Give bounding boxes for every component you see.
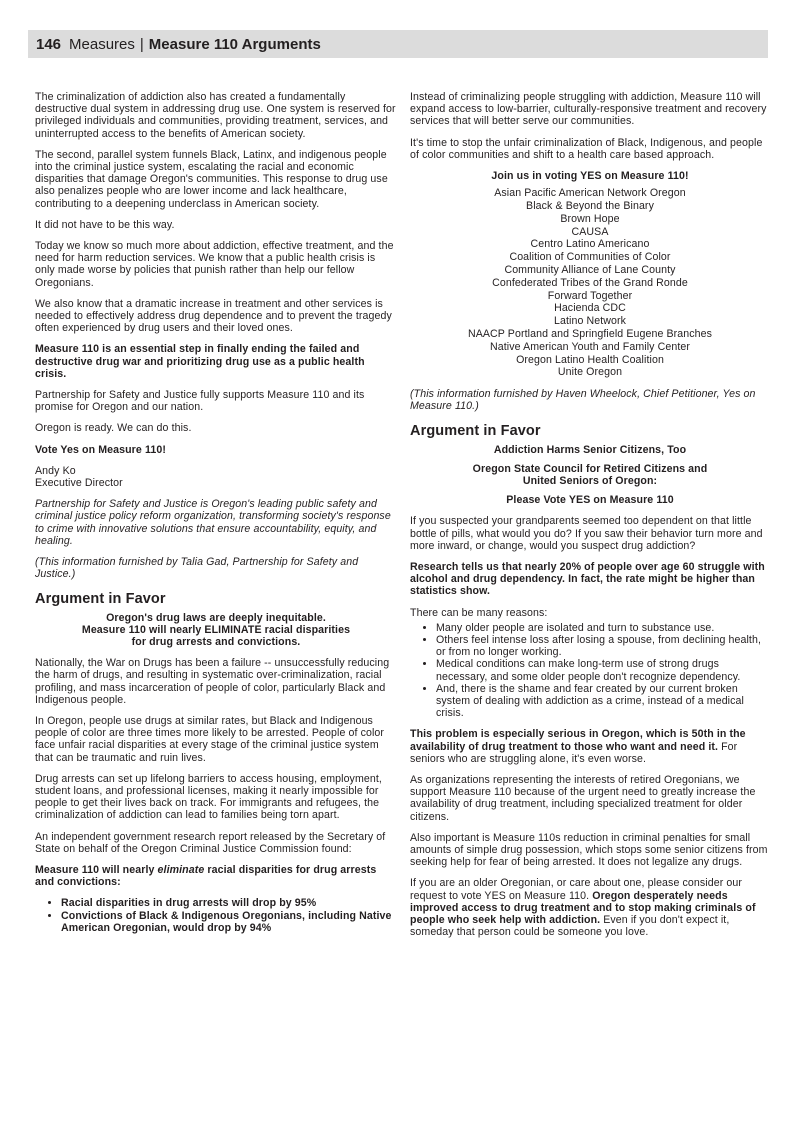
paragraph: Oregon is ready. We can do this. [35, 422, 192, 435]
argument-subheading [410, 463, 770, 487]
paragraph: It did not have to be this way. [35, 218, 175, 231]
list-item: • Medical conditions can make long-term use of strong drugs necessary, and some older people don't recognize dependency. [436, 658, 770, 682]
subheading-line: for drug arrests and convictions. [131, 635, 301, 648]
subheading-line: Oregon's drug laws are deeply inequitable. [106, 611, 326, 624]
supporter-item: Black & Beyond the Binary [526, 200, 654, 213]
text-run-emphasis: eliminate [157, 863, 205, 876]
bold-paragraph: Research tells us that nearly 20% of people over age 60 struggle with alcohol and drug dependency. In fact, the rate might be higher than statistics show. [410, 561, 765, 598]
subheading-line: United Seniors of Oregon: [522, 474, 658, 487]
page-number: 146 [36, 35, 62, 53]
supporter-item: NAACP Portland and Springfield Eugene Branches [467, 327, 713, 340]
argument-heading: Argument in Favor [35, 590, 166, 607]
signer-title: Executive Director [35, 477, 123, 490]
supporter-item: Unite Oregon [557, 366, 623, 379]
paragraph: Also important is Measure 110s reduction in criminal penalties for small amounts of simple drug possession, which stops some senior citizens from seeking help for fear of being arrested. It does not legalize any drugs. [410, 831, 768, 869]
list-item: • Others feel intense loss after losing a spouse, from declining health, or from no longer working. [436, 634, 770, 658]
paragraph: As organizations representing the interests of retired Oregonians, we support Measure 110 because of the urgent need to greatly increase the availability of drug treatment, including specialized treatment for older citizens. [410, 774, 756, 823]
list-item: • And, there is the shame and fear created by our current broken system of dealing with addiction as a crime, instead of a medical crisis. [436, 683, 770, 720]
list-item: • Many older people are isolated and turn to substance use. [436, 622, 770, 634]
paragraph: Today we know so much more about addiction, effective treatment, and the need for harm reduction services. We know that a public health crisis is only made worse by policies that punish rather than help our fellow Oregonians. [35, 240, 394, 289]
findings-list [35, 897, 397, 934]
paragraph: Nationally, the War on Drugs has been a failure -- unsuccessfully reducing the harm of drugs, and resulting in systematic over-criminalization, racial profiling, and mass incarceration of people of color, particularly Black and Indigenous people. [35, 657, 390, 706]
supporter-item: Coalition of Communities of Color [509, 251, 671, 264]
reasons-list [410, 622, 770, 720]
supporter-item: CAUSA [571, 225, 609, 238]
paragraph: An independent government research report released by the Secretary of State on behalf of the Oregon Criminal Justice Commission found: [35, 830, 386, 855]
page-title: Measure 110 Arguments [148, 35, 321, 53]
argument-subheading [35, 612, 397, 649]
left-column [35, 91, 397, 943]
paragraph: In Oregon, people use drugs at similar rates, but Black and Indigenous people of color are three times more likely to be arrested. People of color face unfair racial disparities at every stage of the criminal justice system that can be traumatic and ruin lives. [35, 714, 385, 764]
argument-subheading: Addiction Harms Senior Citizens, Too [493, 443, 687, 456]
paragraph: If you suspected your grandparents seemed too dependent on that little bottle of pills, what would you do? If you saw their behavior turn more and more inward, or change, would you suspect drug addiction? [410, 515, 763, 552]
supporters-list [410, 187, 770, 379]
header-separator: | [139, 35, 144, 53]
paragraph: The second, parallel system funnels Black, Latinx, and indigenous people into the criminal justice system, escalating the racial and economic disparities that damage Oregon's communities. This response to drug use also penalizes people who are lower income and lack healthcare, contributing to a deepening underclass in American society. [35, 148, 388, 210]
supporter-item: Oregon Latino Health Coalition [516, 353, 664, 366]
supporter-item: Community Alliance of Lane County [504, 264, 676, 276]
list-item: • Convictions of Black & Indigenous Oregonians, including Native American Oregonian, would drop by 94% [61, 910, 397, 934]
supporter-item: Latino Network [553, 315, 627, 328]
paragraph: We also know that a dramatic increase in treatment and other services is needed to effectively address drug dependence and to prevent the tragedy often experienced by drug users and their loved ones. [35, 297, 392, 335]
bold-paragraph: Measure 110 is an essential step in finally ending the failed and destructive drug war and prioritizing drug use as a public health crisis. [35, 343, 365, 380]
supporter-item: Forward Together [547, 289, 633, 302]
text-run: Even if you don't expect it, someday that person could be someone you love. [410, 914, 730, 939]
vote-yes-line: Vote Yes on Measure 110! [35, 443, 166, 456]
signer-name: Andy Ko [35, 464, 76, 477]
list-item: • Racial disparities in drug arrests will drop by 95% [61, 897, 397, 909]
supporter-item: Confederated Tribes of the Grand Ronde [492, 276, 688, 289]
furnished-by: (This information furnished by Talia Gad, Partnership for Safety and Justice.) [35, 556, 359, 581]
supporter-item: Hacienda CDC [554, 302, 626, 315]
supporter-item: Brown Hope [560, 212, 620, 225]
page-header [28, 30, 768, 58]
section-label: Measures [69, 35, 135, 53]
paragraph: It's time to stop the unfair criminalization of Black, Indigenous, and people of color communities and shift to a health care based approach. [410, 136, 763, 161]
text-run-bold: Oregon desperately needs improved access to drug treatment and to stop making criminals of people who seek help with addiction. [410, 889, 756, 927]
argument-subheading: Please Vote YES on Measure 110 [506, 494, 674, 507]
subheading-line: Oregon State Council for Retired Citizens and [472, 462, 708, 475]
furnished-by: (This information furnished by Haven Wheelock, Chief Petitioner, Yes on Measure 110.) [410, 388, 756, 413]
text-run: racial disparities for drug arrests and convictions: [35, 863, 377, 889]
paragraph [410, 877, 770, 938]
right-column [410, 91, 770, 947]
paragraph: There can be many reasons: [410, 606, 548, 619]
supporter-item: Centro Latino Americano [530, 238, 650, 251]
paragraph [410, 728, 770, 765]
join-us-line: Join us in voting YES on Measure 110! [491, 170, 689, 183]
text-run-bold: This problem is especially serious in Oregon, which is 50th in the availability of drug treatment to those who want and need it. [410, 728, 746, 753]
supporter-item: Native American Youth and Family Center [490, 340, 690, 353]
paragraph: The criminalization of addiction also has created a fundamentally destructive dual system in addressing drug use. One system is reserved for privileged individuals and communities, providing treatment, services, and uninterrupted access to the benefits of American society. [35, 91, 396, 140]
paragraph: Instead of criminalizing people struggling with addiction, Measure 110 will expand access to low-barrier, culturally-responsive treatment and recovery services that will better serve our communities. [410, 91, 767, 128]
subheading-line: Measure 110 will nearly ELIMINATE racial disparities [81, 623, 351, 636]
text-run: For seniors who are struggling alone, it's even worse. [410, 740, 738, 765]
finding-lead [35, 864, 397, 888]
paragraph: Partnership for Safety and Justice fully supports Measure 110 and its promise for Oregon and our nation. [35, 389, 365, 414]
paragraph: Drug arrests can set up lifelong barriers to access housing, employment, student loans, and professional licenses, making it nearly impossible for people to get their lives back on track. For immigrants and refugees, the criminalization of addiction can lead to families being torn apart. [35, 772, 382, 822]
text-run: If you are an older Oregonian, or care about one, please consider our request to vote YES on Measure 110. [410, 877, 742, 902]
argument-heading: Argument in Favor [410, 422, 541, 439]
org-description: Partnership for Safety and Justice is Oregon's leading public safety and criminal justice policy reform organization, transforming society's response to crime with innovative solutions that ensure accountability, equity, and healing. [35, 498, 391, 547]
supporter-item: Asian Pacific American Network Oregon [494, 187, 686, 200]
text-run: Measure 110 will nearly [35, 863, 158, 876]
signature-block [35, 465, 397, 489]
